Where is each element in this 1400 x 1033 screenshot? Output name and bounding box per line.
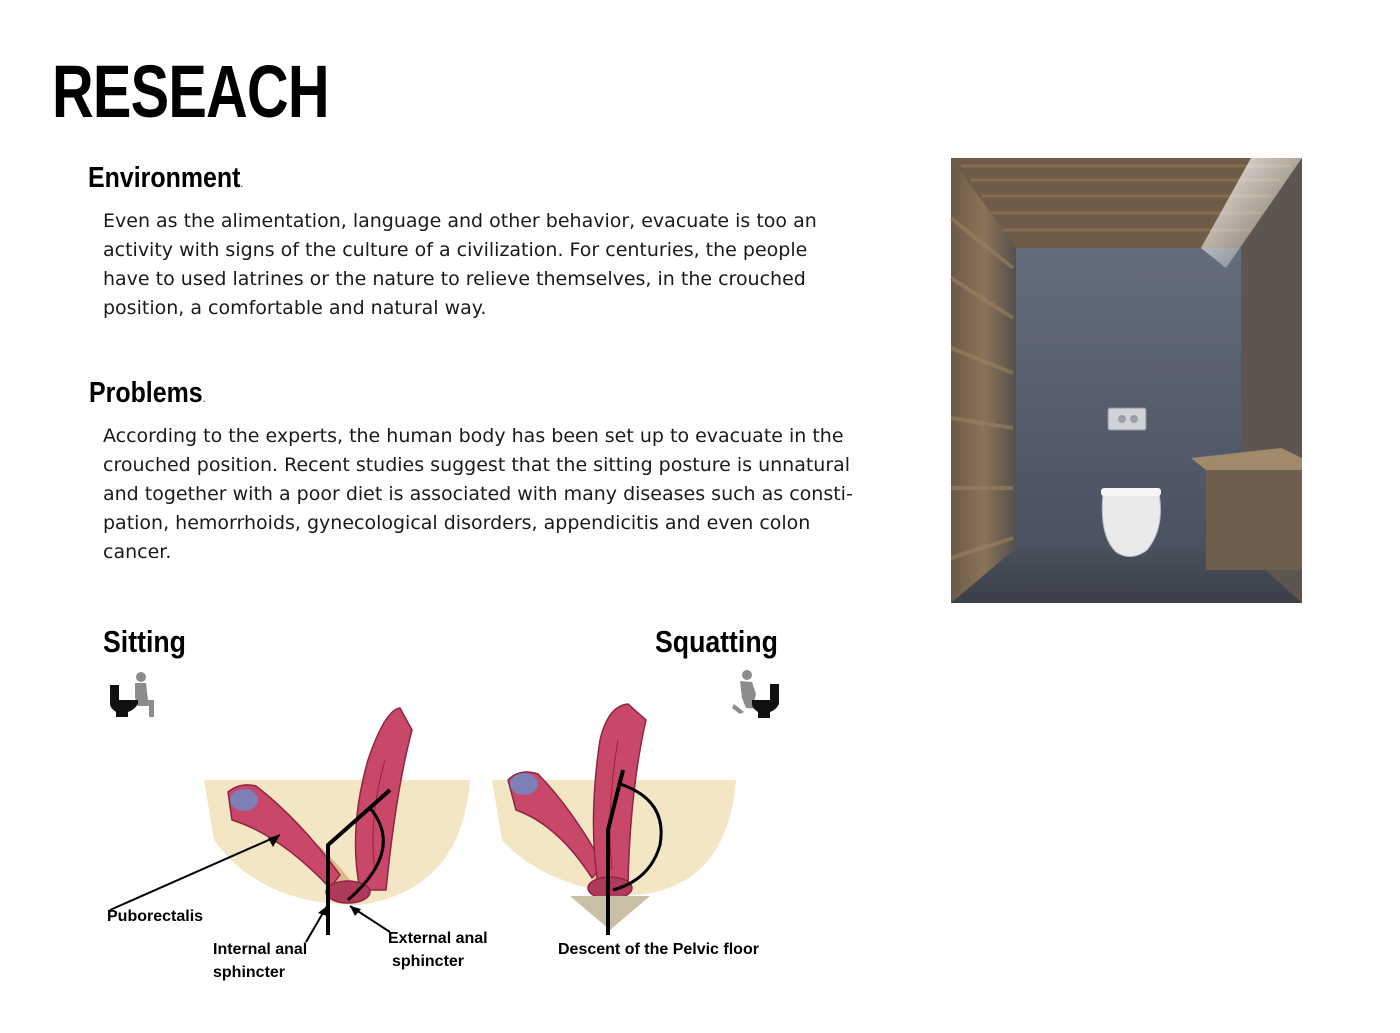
sitting-anatomy-illustration [200, 700, 485, 935]
problems-heading [89, 376, 206, 415]
pelvic-floor-descent-label: Descent of the Pelvic floor [558, 941, 759, 958]
external-anal-sphincter-line2: sphincter [392, 953, 465, 970]
internal-anal-sphincter-line2: sphincter [213, 964, 286, 981]
environment-heading-suffix: . [240, 176, 244, 190]
problems-heading-suffix: . [202, 391, 206, 405]
bathroom-photo [951, 158, 1302, 603]
external-anal-sphincter-line1: External anal [388, 930, 488, 947]
environment-heading [88, 161, 243, 200]
external-anal-sphincter-label [388, 927, 488, 973]
environment-heading-text: Environment [88, 162, 241, 194]
puborectalis-label: Puborectalis [107, 908, 204, 925]
person-sitting-on-toilet-icon [108, 670, 158, 720]
squatting-anatomy-illustration [488, 700, 743, 940]
page-title: RESEACH [52, 50, 329, 133]
problems-body: According to the experts, the human body has been set up to evacuate in the crouched position. Recent studies suggest that the sitting posture is unnatural and together with a poor diet is associated with many diseases such as consti-pation, hemorrhoids, gynecological disorders, appendicitis and even colon cancer. [103, 425, 853, 563]
internal-anal-sphincter-line1: Internal anal [213, 941, 308, 958]
sitting-heading: Sitting [103, 624, 186, 659]
internal-anal-sphincter-label [213, 938, 307, 984]
squatting-heading: Squatting [655, 624, 778, 659]
environment-body: Even as the alimentation, language and other behavior, evacuate is too an activity with signs of the culture of a civilization. For centuries, the people have to used latrines or the nature to relieve themselves, in the crouched position, a comfortable and natural way. [103, 210, 817, 319]
problems-heading-text: Problems [89, 377, 203, 409]
